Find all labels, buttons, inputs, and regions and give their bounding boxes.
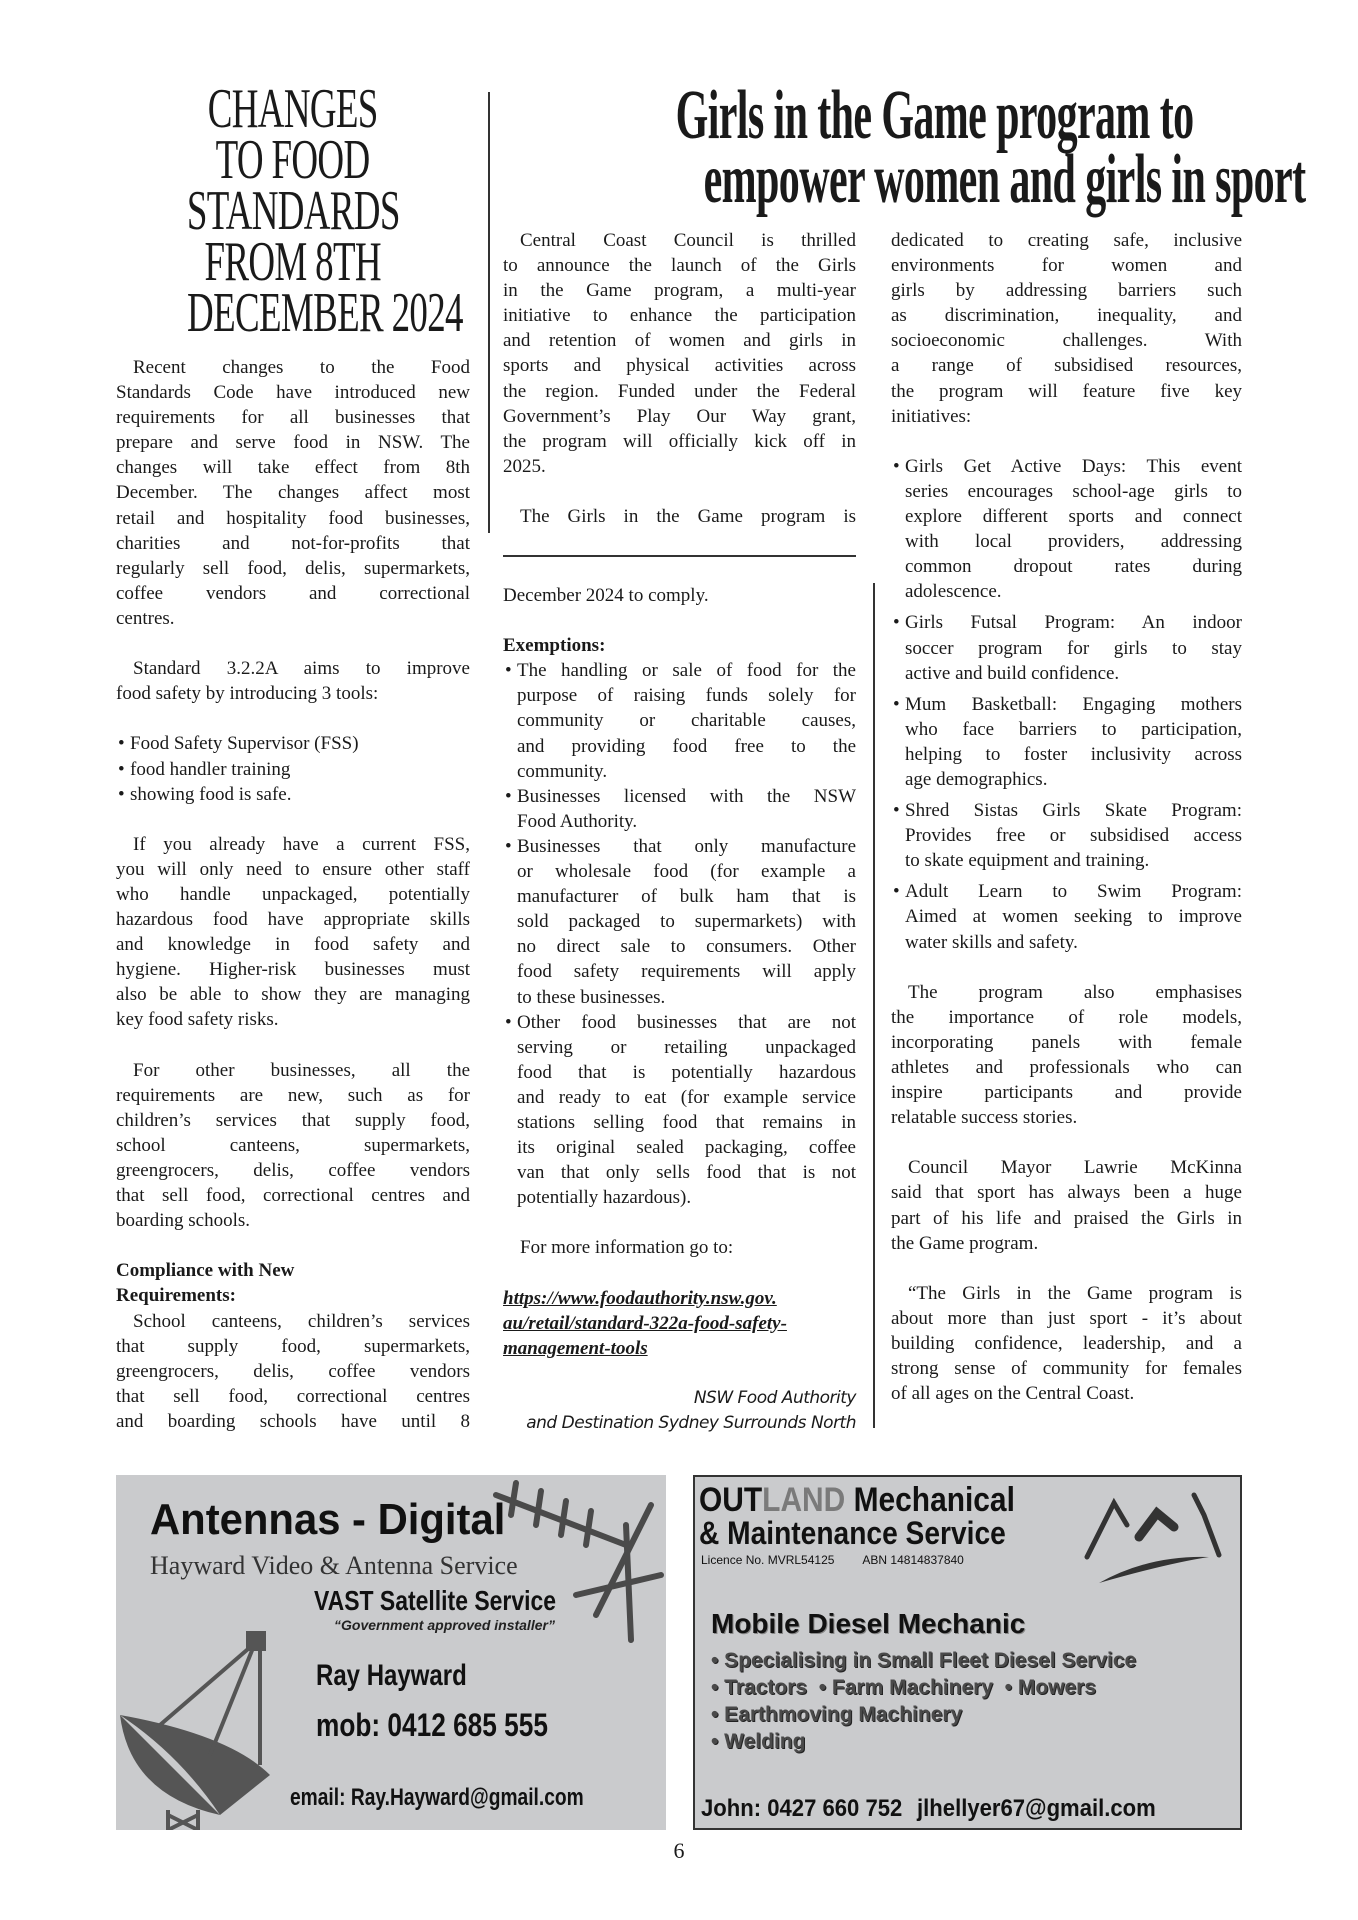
paragraph-line: as discrimination, inequality, and [891, 305, 1242, 327]
link-line[interactable]: au/retail/standard-322a-food-safety- [503, 1312, 787, 1334]
list-item-line: food that is potentially hazardous [517, 1061, 856, 1083]
paragraph-line: the program will officially kick off in [503, 430, 856, 452]
ad-bullet: • Earthmoving Machinery [711, 1703, 963, 1726]
ad-bullet: • Specialising in Small Fleet Diesel Service [711, 1649, 1137, 1672]
list-item-line: common dropout rates during [905, 556, 1242, 578]
headline-text: Girls in the Game program to [675, 77, 1194, 154]
paragraph-line: socioeconomic challenges. With [891, 330, 1242, 352]
paragraph-line: environments for women and [891, 255, 1242, 277]
paragraph-line: the Game program. [891, 1232, 1039, 1254]
paragraph-line: The Girls in the Game program is [520, 506, 856, 528]
paragraph-line: the importance of role models, [891, 1006, 1242, 1028]
middle-column-top [503, 228, 856, 529]
list-item-line: and ready to eat (for example service [517, 1086, 856, 1108]
spacer [116, 807, 470, 832]
section-heading: Exemptions: [503, 635, 606, 657]
spacer [503, 479, 856, 504]
paragraph-line: initiatives: [891, 405, 972, 427]
list-item-line: age demographics. [905, 768, 1048, 790]
list-item-line: • showing food is safe. [116, 782, 470, 807]
paragraph-line: greengrocers, delis, coffee vendors [116, 1160, 470, 1181]
list-item-line: stations selling food that remains in [517, 1111, 856, 1133]
title-text: STANDARDS [186, 180, 400, 242]
paragraph-line: requirements for all businesses that [116, 407, 470, 429]
list-item-line: manufacturer of bulk ham that is [517, 886, 856, 908]
paragraph-line: also be able to show they are managing [116, 984, 470, 1006]
paragraph-line: If you already have a current FSS, [133, 833, 470, 855]
headline-line [503, 141, 1306, 218]
paragraph-line: about more than just sport - it’s about [891, 1307, 1242, 1329]
headline-line [503, 77, 1248, 154]
title-line [116, 231, 470, 293]
paragraph-line: the program will feature five key [891, 380, 1242, 402]
ad-email[interactable] [290, 1784, 657, 1812]
left-article-title [116, 78, 470, 344]
paragraph-line: children’s services that supply food, [116, 1109, 470, 1131]
spacer [116, 1033, 470, 1058]
title-line [116, 129, 470, 191]
paragraph-line: Standard 3.2.2A aims to improve [133, 658, 470, 680]
title-text: CHANGES [208, 78, 378, 140]
paragraph-line: December 2024 to comply. [503, 585, 709, 606]
ad-contact-name-text: Ray Hayward [316, 1659, 467, 1692]
list-item-line: • Mum Basketball: Engaging mothers [891, 692, 1242, 717]
ad-mobile [316, 1707, 599, 1744]
abn-number: ABN 14814837840 [862, 1553, 964, 1567]
list-item-line: sold packaged to supermarkets) with [517, 911, 856, 933]
paragraph-line: that sell food, correctional centres [116, 1385, 470, 1407]
title-text: TO FOOD [216, 129, 370, 191]
paragraph-line: food safety by introducing 3 tools: [116, 683, 379, 705]
list-item-line: Aimed at women seeking to improve [905, 906, 1242, 928]
ad-service [314, 1585, 609, 1617]
paragraph-line: girls by addressing barriers such [891, 280, 1242, 302]
right-column [891, 228, 1242, 1406]
satellite-dish-icon [120, 1625, 320, 1830]
list-item-line: • Girls Futsal Program: An indoor [891, 610, 1242, 635]
paragraph-line: strong sense of community for females [891, 1358, 1242, 1380]
paragraph-line: sports and physical activities across [503, 355, 856, 377]
list-item-line: • Businesses licensed with the NSW [503, 784, 856, 809]
mountain-logo-icon [1079, 1485, 1229, 1585]
paragraph-line: school canteens, supermarkets, [116, 1134, 470, 1156]
paragraph-line: Council Mayor Lawrie McKinna [908, 1157, 1242, 1179]
brand-out: OUT [699, 1481, 763, 1519]
ad-phone: John: 0427 660 752 [701, 1795, 903, 1822]
headline [503, 77, 1306, 218]
ad-heading: Mobile Diesel Mechanic [711, 1608, 1026, 1639]
list-item-line: • Businesses that only manufacture [503, 834, 856, 859]
paragraph-line: December. The changes affect most [116, 482, 470, 504]
ad-outland-mechanical [693, 1475, 1242, 1830]
ad-email-text[interactable]: email: Ray.Hayward@gmail.com [290, 1784, 584, 1811]
column-divider [488, 92, 490, 533]
list-item-line: adolescence. [905, 581, 1002, 603]
list-item-line: to these businesses. [517, 986, 666, 1008]
list-item-line: who face barriers to participation, [905, 718, 1242, 740]
list-item-line: • Shred Sistas Girls Skate Program: [891, 798, 1242, 823]
list-item-line: Food Authority. [517, 810, 638, 832]
list-item-line: soccer program for girls to stay [905, 637, 1242, 659]
paragraph-line: that supply food, supermarkets, [116, 1335, 470, 1357]
spacer [503, 1261, 856, 1286]
title-line [116, 78, 470, 140]
paragraph-line: charities and not-for-profits that [116, 532, 470, 554]
ad-licence-line [701, 1553, 964, 1567]
list-item-line: its original sealed packaging, coffee [517, 1137, 856, 1159]
ad-bullet: • Welding [711, 1730, 806, 1753]
paragraph-line: Standards Code have introduced new [116, 382, 470, 404]
paragraph-line: coffee vendors and correctional [116, 582, 470, 604]
paragraph-line: boarding schools. [116, 1210, 251, 1232]
list-item-line: potentially hazardous). [517, 1187, 692, 1209]
left-article-body [116, 355, 470, 1434]
paragraph-line: and retention of women and girls in [503, 330, 856, 352]
paragraph-line: changes will take effect from 8th [116, 457, 470, 479]
paragraph-line: incorporating panels with female [891, 1031, 1242, 1053]
paragraph-line: relatable success stories. [891, 1107, 1078, 1129]
list-item-line: explore different sports and connect [905, 506, 1242, 528]
ad-contact [701, 1795, 1195, 1823]
paragraph-line: said that sport has always been a huge [891, 1182, 1242, 1204]
spacer [116, 706, 470, 731]
ad-tagline: “Government approved installer” [334, 1617, 555, 1633]
list-item-line: • Adult Learn to Swim Program: [891, 879, 1242, 904]
section-heading: Compliance with New [116, 1260, 295, 1282]
paragraph-line: that sell food, correctional centres and [116, 1185, 470, 1207]
paragraph-line: who handle unpackaged, potentially [116, 883, 470, 905]
paragraph-line: retail and hospitality food businesses, [116, 507, 470, 529]
title-text: FROM 8TH [204, 231, 382, 293]
list-item-line: community. [517, 760, 608, 782]
spacer [891, 429, 1242, 454]
list-item-line: no direct sale to consumers. Other [517, 936, 856, 958]
ad-brand-subtitle [699, 1515, 1048, 1552]
paragraph-line: Central Coast Council is thrilled [520, 230, 856, 251]
list-item-line: and providing food free to the [517, 735, 856, 757]
paragraph-line: centres. [116, 607, 175, 629]
ad-email[interactable]: jlhellyer67@gmail.com [917, 1795, 1156, 1822]
paragraph-line: hygiene. Higher-risk businesses must [116, 959, 470, 981]
ad-bullet: • Tractors • Farm Machinery • Mowers [711, 1676, 1097, 1699]
title-text: DECEMBER 2024 [187, 282, 463, 344]
paragraph-line: requirements are new, such as for [116, 1084, 470, 1106]
list-item-line: • food handler training [116, 757, 470, 782]
spacer [503, 1361, 856, 1386]
ad-contact-name [316, 1659, 504, 1693]
list-item-line: helping to foster inclusivity across [905, 743, 1242, 765]
paragraph-line: Recent changes to the Food [133, 357, 470, 378]
list-item-line: series encourages school-age girls to [905, 480, 1242, 502]
paragraph-line: the region. Funded under the Federal [503, 380, 856, 402]
section-heading: Requirements: [116, 1285, 236, 1307]
spacer [891, 1256, 1242, 1281]
paragraph-line: dedicated to creating safe, inclusive [891, 230, 1242, 251]
ad-title [150, 1495, 524, 1545]
spacer [503, 608, 856, 633]
spacer [116, 631, 470, 656]
list-item-line: community or charitable causes, [517, 710, 856, 732]
spacer [891, 955, 1242, 980]
ad-subtitle: Hayward Video & Antenna Service [150, 1551, 518, 1580]
list-item-line: van that only sells food that is not [517, 1162, 856, 1184]
paragraph-line: initiative to enhance the participation [503, 305, 856, 327]
paragraph-line: “The Girls in the Game program is [908, 1282, 1242, 1304]
paragraph-line: For other businesses, all the [133, 1059, 470, 1081]
paragraph-line: in the Game program, a multi-year [503, 280, 856, 302]
attribution-line: and Destination Sydney Surrounds North [526, 1413, 856, 1434]
title-line [116, 282, 470, 344]
column-divider [873, 583, 875, 1428]
ad-title-text: Antennas - Digital [150, 1495, 506, 1544]
attribution-line: NSW Food Authority [693, 1388, 856, 1408]
paragraph-line: athletes and professionals who can [891, 1057, 1242, 1078]
list-item-line: food safety requirements will apply [517, 961, 856, 983]
horizontal-divider [503, 555, 856, 557]
paragraph-line: building confidence, leadership, and a [891, 1333, 1242, 1355]
spacer [503, 1210, 856, 1235]
paragraph-line: key food safety risks. [116, 1009, 279, 1031]
paragraph-line: and knowledge in food safety and [116, 934, 470, 956]
list-item-line: Provides free or subsidised access [905, 825, 1242, 847]
paragraph-line: prepare and serve food in NSW. The [116, 432, 470, 454]
link-line[interactable]: https://www.foodauthority.nsw.gov. [503, 1287, 777, 1309]
brand-title-rest: Mechanical [845, 1481, 1015, 1519]
list-item-line: with local providers, addressing [905, 531, 1242, 553]
ad-service-text: VAST Satellite Service [314, 1585, 557, 1616]
link-line[interactable]: management-tools [503, 1337, 648, 1359]
paragraph-line: a range of subsidised resources, [891, 355, 1242, 377]
spacer [116, 1233, 470, 1258]
list-item-line: serving or retailing unpackaged [517, 1036, 856, 1058]
paragraph-line: to announce the launch of the Girls [503, 255, 856, 277]
list-item-line: • The handling or sale of food for the [503, 658, 856, 683]
paragraph-line: The program also emphasises [908, 981, 1242, 1003]
middle-column-bottom [503, 583, 856, 1436]
list-item-line: active and build confidence. [905, 662, 1120, 684]
brand-subtitle-text: & Maintenance Service [699, 1515, 1006, 1551]
list-item-line: • Other food businesses that are not [503, 1010, 856, 1035]
paragraph-line: of all ages on the Central Coast. [891, 1383, 1135, 1405]
list-item-line: • Girls Get Active Days: This event [891, 454, 1242, 479]
ad-antennas-digital [116, 1475, 666, 1830]
list-item-line: water skills and safety. [905, 931, 1078, 953]
paragraph-line: part of his life and praised the Girls in [891, 1207, 1242, 1229]
paragraph-line: greengrocers, delis, coffee vendors [116, 1360, 470, 1382]
brand-land: LAND [762, 1481, 846, 1519]
paragraph-line: Government’s Play Our Way grant, [503, 405, 856, 427]
list-item-line: or wholesale food (for example a [517, 861, 856, 883]
page-number: 6 [673, 1838, 685, 1863]
headline-text: empower women and girls in sport [703, 141, 1306, 218]
paragraph-line: regularly sell food, delis, supermarkets, [116, 557, 470, 579]
paragraph-line: you will only need to ensure other staff [116, 858, 470, 880]
paragraph-line: 2025. [503, 455, 546, 477]
title-line [116, 180, 470, 242]
list-item-line: to skate equipment and training. [905, 850, 1150, 872]
paragraph-line: School canteens, children’s services [133, 1310, 470, 1332]
ad-mobile-text: mob: 0412 685 555 [316, 1707, 548, 1743]
paragraph-line: hazardous food have appropriate skills [116, 909, 470, 931]
spacer [891, 1130, 1242, 1155]
paragraph-line: For more information go to: [520, 1237, 734, 1259]
list-item-line: • Food Safety Supervisor (FSS) [116, 731, 470, 756]
paragraph-line: inspire participants and provide [891, 1082, 1242, 1104]
licence-number: Licence No. MVRL54125 [701, 1553, 835, 1567]
list-item-line: purpose of raising funds solely for [517, 685, 856, 707]
paragraph-line: and boarding schools have until 8 [116, 1410, 470, 1432]
